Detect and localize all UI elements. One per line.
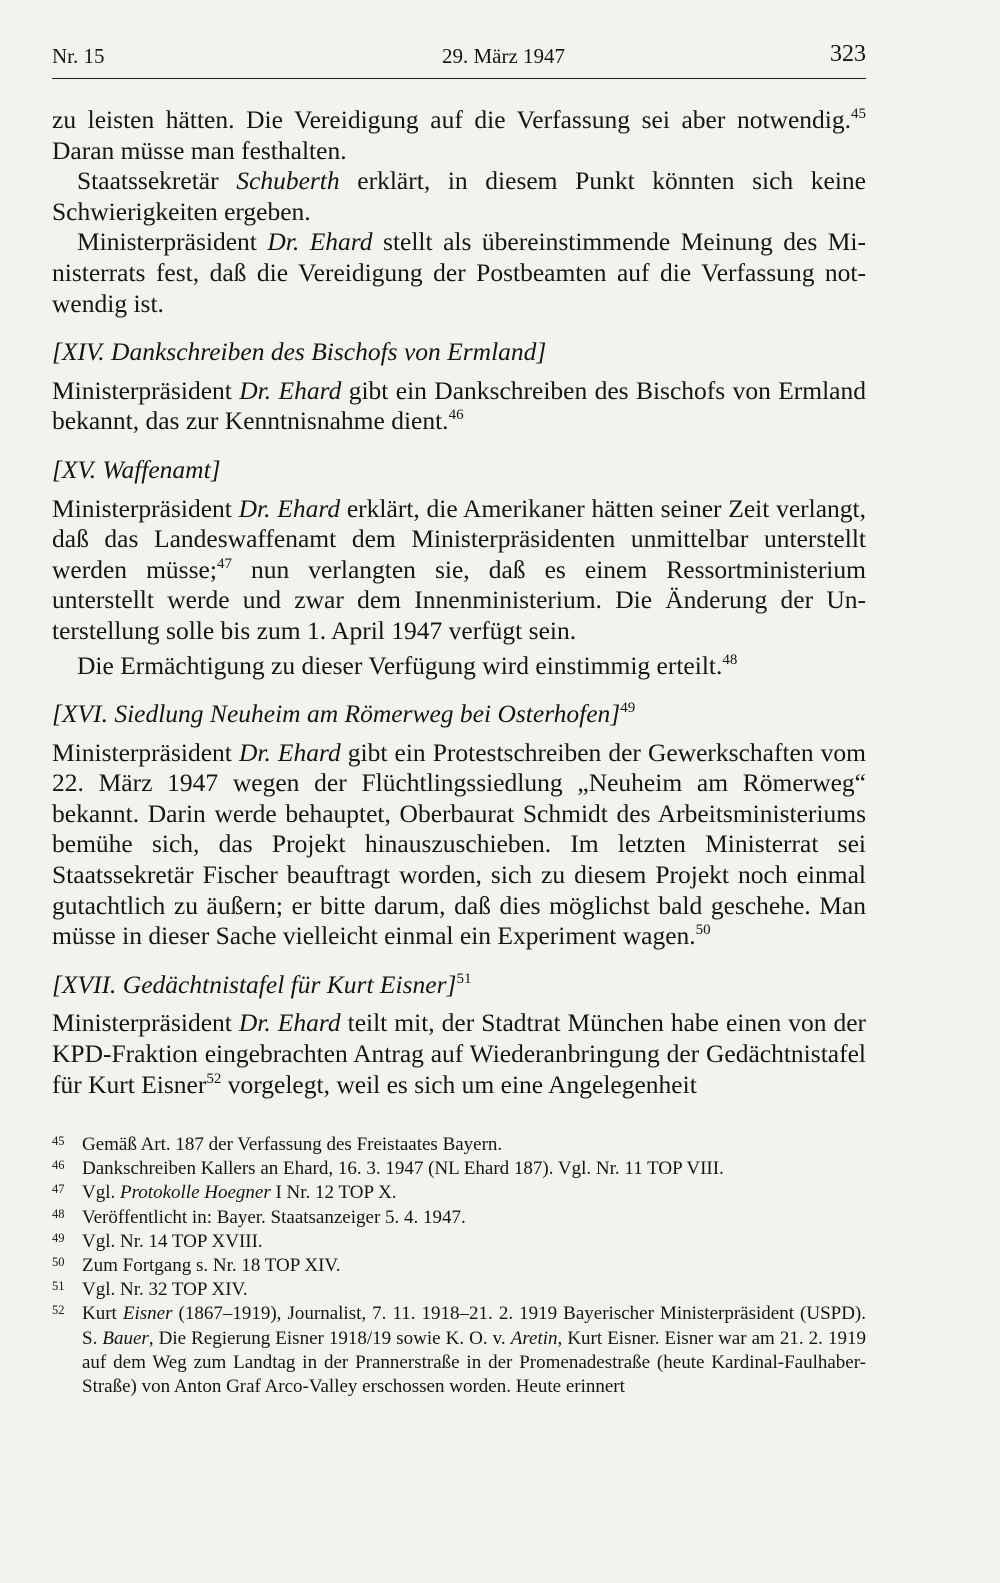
text-run: erklärt, die Amerikaner hätten seiner Zeit verlangt, daß das Landeswaffenamt dem Ministerpräsidenten unmittelbar unterstellt werden müsse;: [52, 493, 866, 584]
footnote-49: [52, 1230, 866, 1254]
text-run: vorgelegt, weil es sich um eine Angelegenheit: [221, 1069, 697, 1099]
person-name: Ehard: [277, 1008, 341, 1038]
paragraph: [52, 494, 866, 647]
footnote-italic: Protokolle Hoegner: [120, 1182, 271, 1204]
footnote-number: 51: [52, 1279, 65, 1294]
section-heading: [52, 970, 866, 1001]
footnote-50: [52, 1254, 866, 1278]
footnote-45: [52, 1133, 866, 1157]
text-run: Ministerpräsident: [77, 227, 268, 257]
footnote-ref: 51: [456, 970, 472, 987]
footnote-text: (1867–1919), Journalist, 7. 11. 1918–21. 2. 1919 Bayerischer Ministerpräsident (USPD). S.: [82, 1303, 867, 1349]
person-name: Ehard: [277, 493, 341, 523]
footnote-text: Dankschreiben Kallers an Ehard, 16. 3. 1947 (NL Ehard 187). Vgl. Nr. 11 TOP VIII.: [82, 1158, 724, 1180]
person-title: Dr.: [238, 737, 271, 767]
section-heading: [52, 699, 866, 730]
section-heading: [52, 337, 866, 368]
person-name: Ehard: [309, 227, 373, 257]
person-name: Ehard: [277, 737, 341, 767]
paragraph: [52, 376, 866, 437]
header-rule: [52, 78, 866, 79]
footnote-text: Gemäß Art. 187 der Verfassung des Freistaates Bayern.: [82, 1134, 503, 1155]
footnote-text: , Die Regierung Eisner 1918/19 sowie K. O. v.: [148, 1327, 511, 1349]
footnote-text: Zum Fortgang s. Nr. 18 TOP XIV.: [82, 1255, 341, 1277]
header-date: 29. März 1947: [442, 44, 566, 68]
footnote-text: Kurt: [82, 1303, 123, 1325]
person-title: Dr.: [238, 493, 271, 523]
text-run: nun verlangten sie, daß es einem Ressortministerium unterstellt werde und zwar dem Innenministerium. Die Änderung der Unterstellung solle bis zum 1. April 1947 verfügt sein.: [52, 554, 866, 645]
footnote-text: Veröffentlicht in: Bayer. Staatsanzeiger 5. 4. 1947.: [82, 1206, 466, 1228]
footnote-text: Vgl. Nr. 14 TOP XVIII.: [82, 1230, 263, 1252]
paragraph: [52, 738, 866, 952]
heading-text: [XIV. Dankschreiben des Bischofs von Ermland]: [52, 337, 547, 367]
person-title: Dr.: [239, 375, 272, 405]
text-run: zu leisten hätten. Die Vereidigung auf die Verfassung sei aber notwendig.: [52, 105, 851, 134]
running-head: [52, 41, 866, 78]
section-heading: [52, 455, 866, 486]
footnote-number: 46: [52, 1158, 65, 1173]
footnote-ref: 49: [620, 700, 636, 717]
footnote-italic: Eisner: [122, 1303, 173, 1325]
text-run: gibt ein Dankschreiben des Bischofs von Ermland bekannt, das zur Kenntnisnahme dient.: [52, 375, 867, 436]
main-text: [52, 105, 866, 1100]
footnote-number: 50: [52, 1255, 65, 1270]
text-run: stellt als übereinstimmende Meinung des Ministerrats fest, daß die Vereidigung der Postbeamten auf die Verfassung notwendig ist.: [52, 227, 866, 318]
footnote-italic: Bauer: [102, 1327, 149, 1349]
heading-text: [XV. Waffenamt]: [52, 454, 221, 484]
paragraph: [52, 105, 866, 166]
footnote-text: I Nr. 12 TOP X.: [270, 1182, 397, 1204]
footnote-number: 52: [52, 1303, 65, 1318]
footnote-italic: Aretin: [510, 1327, 558, 1349]
footnote-number: 48: [52, 1206, 65, 1221]
footnotes: [52, 1133, 866, 1399]
heading-text: [XVII. Gedächtnistafel für Kurt Eisner]: [52, 969, 457, 999]
footnote-text: , Kurt Eisner. Eisner war am 21. 2. 1919 auf dem Weg zum Landtag in der Prannerstraße in der Promenadestraße (heute Kardinal-Faulhaber-Straße) von Anton Graf Arco-Valley erschossen worden. Heute erinnert: [82, 1327, 866, 1398]
footnote-ref: 52: [206, 1070, 222, 1087]
footnote-ref: 48: [722, 651, 738, 668]
issue-number: Nr. 15: [52, 44, 105, 68]
heading-text: [XVI. Siedlung Neuheim am Römerweg bei Osterhofen]: [52, 699, 621, 729]
paragraph: [52, 227, 866, 319]
text-run: Ministerpräsident: [52, 1008, 239, 1038]
text-run: Daran müsse man festhalten.: [52, 135, 347, 165]
person-name: Ehard: [278, 375, 342, 405]
footnote-ref: 47: [216, 555, 232, 572]
footnote-48: [52, 1206, 866, 1230]
person-title: Dr.: [267, 227, 300, 257]
text-run: gibt ein Protestschreiben der Gewerkschaften vom 22. März 1947 wegen der Flüchtlingssiedlung „Neuheim am Römerweg“ bekannt. Darin werde behauptet, Oberbaurat Schmidt des Arbeitsministeriums bemühe sich, das Projekt hinauszuschieben. Im letzten Ministerrat sei Staatssekretär Fischer beauftragt worden, sich zu diesem Projekt noch einmal gutachtlich zu äußern; er bitte darum, daß dies möglichst bald geschehe. Man müsse in dieser Sache vielleicht einmal ein Experiment wagen.: [52, 737, 867, 951]
text-run: teilt mit, der Stadtrat München habe einen von der KPD-Fraktion eingebrachten Antrag auf Wiederanbringung der Gedächtnistafel für Kurt Eisner: [52, 1008, 867, 1099]
text-run: Die Ermächtigung zu dieser Verfügung wird einstimmig erteilt.: [77, 650, 723, 680]
text-run: Ministerpräsident: [52, 737, 239, 767]
footnote-ref: 46: [448, 407, 464, 424]
footnote-number: 47: [52, 1182, 65, 1197]
text-run: Staatssekretär: [77, 166, 237, 196]
footnote-number: 49: [52, 1230, 65, 1245]
text-run: Ministerpräsident: [52, 375, 240, 405]
paragraph: [52, 1008, 866, 1100]
person-name: Schuberth: [236, 166, 340, 196]
person-title: Dr.: [238, 1008, 271, 1038]
paragraph: [52, 166, 866, 227]
footnote-ref: 50: [695, 922, 711, 939]
text-run: erklärt, in diesem Punkt könnten sich keine Schwierigkeiten ergeben.: [52, 166, 867, 226]
footnote-46: [52, 1157, 866, 1181]
footnote-52: [52, 1302, 866, 1399]
paragraph: [52, 651, 866, 682]
text-run: Ministerpräsident: [52, 493, 239, 523]
footnote-text: Vgl. Nr. 32 TOP XIV.: [82, 1279, 248, 1301]
footnote-number: 45: [52, 1134, 65, 1148]
footnote-text: Vgl.: [82, 1182, 120, 1204]
footnote-47: [52, 1181, 866, 1205]
page-number: 323: [830, 41, 866, 67]
footnote-ref: 45: [851, 106, 866, 122]
footnote-51: [52, 1278, 866, 1302]
